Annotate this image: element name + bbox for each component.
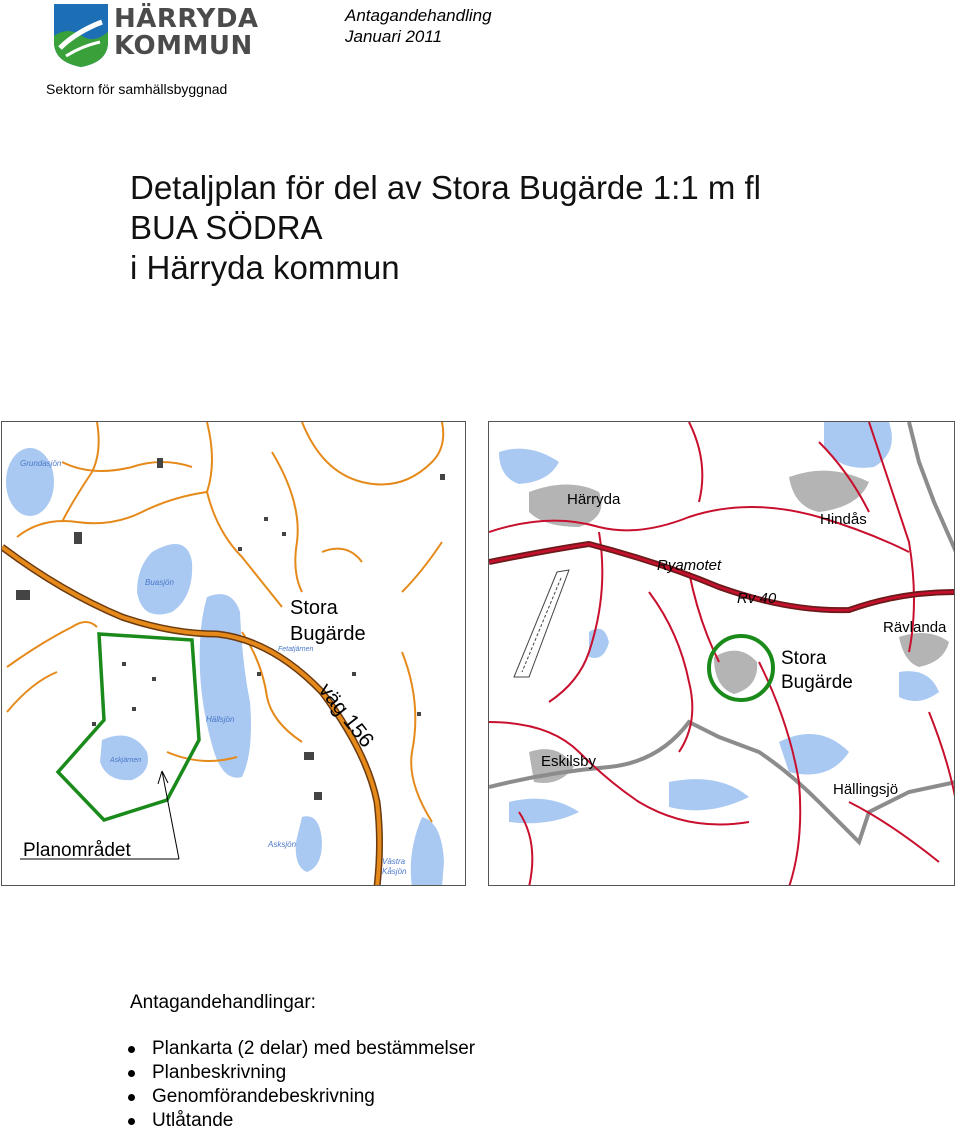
title-line-2: BUA SÖDRA: [130, 209, 323, 246]
label-grundasjon: Grundasjön: [20, 459, 62, 468]
label-stora: Stora: [781, 648, 827, 669]
document-date: Januari 2011: [345, 27, 443, 46]
documents-list-item: Genomförandebeskrivning: [126, 1085, 475, 1109]
detail-map-canvas: [2, 422, 466, 886]
document-meta: [345, 5, 492, 47]
label-asksjon: Asksjön: [268, 840, 297, 849]
label-ravlanda: Rävlanda: [883, 619, 947, 636]
documents-list-item: Planbeskrivning: [126, 1061, 475, 1085]
label-buasjon: Buasjön: [145, 578, 174, 587]
documents-list-item: Utlåtande: [126, 1109, 475, 1133]
logo-line-2: KOMMUN: [114, 31, 253, 61]
harryda-kommun-logo: [52, 2, 259, 68]
label-stora: Stora: [290, 597, 338, 619]
logo-line-1: HÄRRYDA: [114, 4, 259, 34]
document-type: Antagandehandling: [345, 6, 492, 25]
label-fetatjarnen: Fetatjärnen: [278, 646, 314, 653]
label-planomradet: Planområdet: [23, 840, 131, 861]
title-line-3: i Härryda kommun: [130, 249, 400, 286]
label-rv40: Rv 40: [737, 590, 777, 607]
overview-map: [488, 421, 955, 886]
label-hallingsjo: Hällingsjö: [833, 781, 899, 798]
label-vag-156: väg 156: [314, 678, 379, 752]
airport-icon: [514, 570, 569, 677]
label-ryamotet: Ryamotet: [657, 557, 722, 574]
label-hindas: Hindås: [820, 511, 867, 528]
title-line-1: Detaljplan för del av Stora Bugärde 1:1 m fl: [130, 169, 762, 206]
label-bugarde: Bugärde: [781, 672, 853, 693]
detail-map: [1, 421, 466, 886]
documents-list-item: Plankarta (2 delar) med bestämmelser: [126, 1037, 475, 1061]
overview-map-canvas: [489, 422, 955, 886]
municipal-border-north: [909, 422, 955, 552]
documents-heading: Antagandehandlingar:: [130, 992, 316, 1013]
label-harryda: Härryda: [567, 491, 621, 508]
coat-of-arms-icon: [52, 2, 110, 68]
sector-name: Sektorn för samhällsbyggnad: [46, 81, 228, 97]
label-vastra: Västra: [382, 857, 406, 866]
label-bugarde: Bugärde: [290, 623, 366, 645]
label-kasjon: Kåsjön: [382, 867, 407, 876]
label-hallsjon: Hällsjön: [206, 715, 235, 724]
documents-list: [126, 1037, 475, 1133]
label-askjarnen: Askjärnen: [110, 757, 142, 764]
page-title: [130, 168, 761, 288]
plan-area-boundary: [58, 634, 199, 820]
label-eskilsby: Eskilsby: [541, 753, 597, 770]
